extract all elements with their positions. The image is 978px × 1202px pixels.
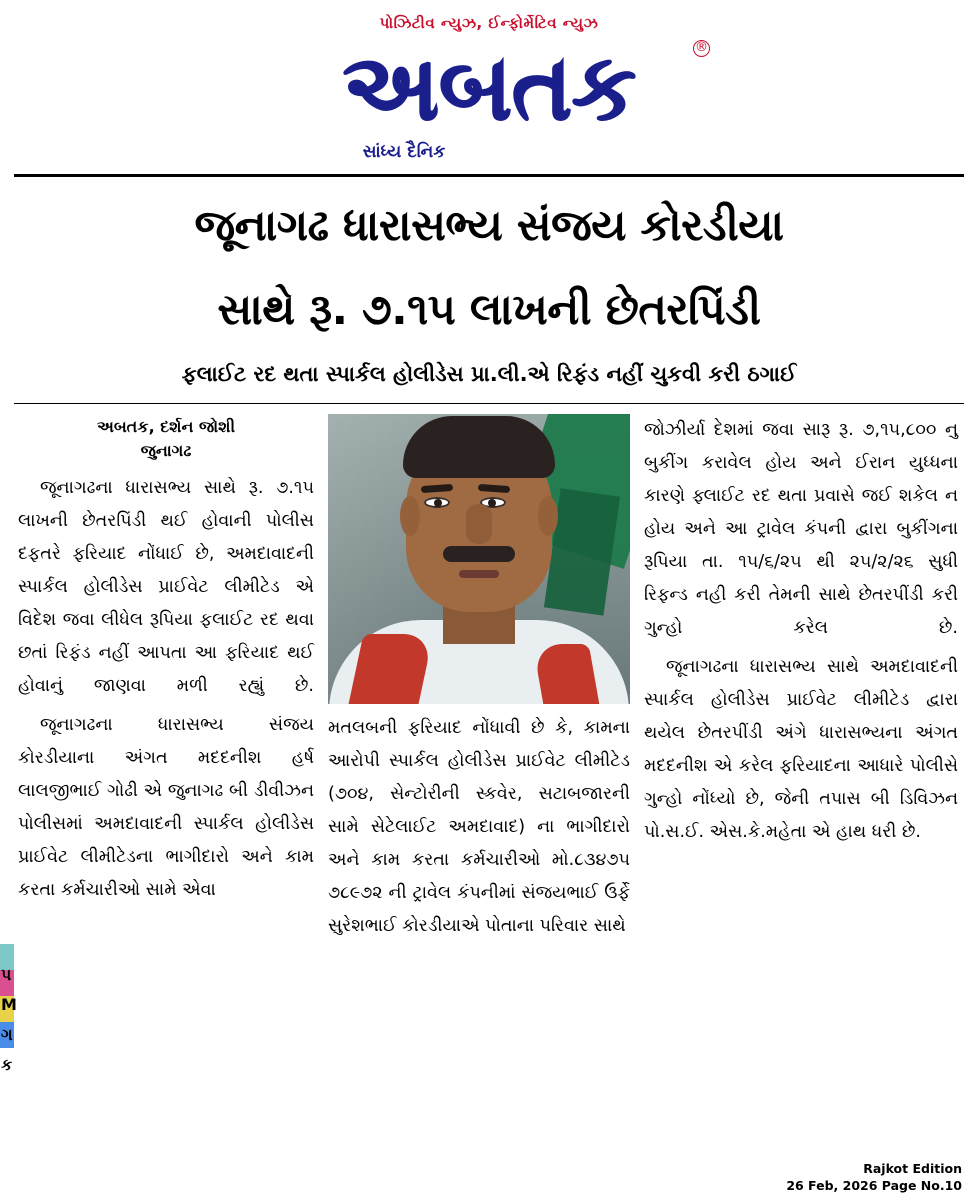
masthead-logo-row xyxy=(0,34,978,146)
article-body xyxy=(0,404,978,949)
photo-ear-right xyxy=(538,496,558,536)
photo-nose xyxy=(466,504,492,544)
article-subheadline: ફલાઈટ રદ થતા સ્પાર્કલ હોલીડેસ પ્રા.લી.એ રિફંડ નહીં ચુકવી કરી ઠગાઈ xyxy=(181,362,797,386)
page-footer xyxy=(786,1160,962,1194)
footer-date-page: 26 Feb, 2026 Page No.10 xyxy=(786,1178,962,1193)
photo-mustache xyxy=(443,546,515,562)
edge-mark-2: M xyxy=(1,995,17,1014)
paragraph-middle-1: મતલબની ફરિયાદ નોંધાવી છે કે, કામના આરોપી સ્પાર્કલ હોલીડેસ પ્રાઈવેટ લીમીટેડ (૭૦૪, સેન્ટોરીની સ્કવેર, સટાબજારની સામે સેટેલાઈટ અમદાવાદ) ના ભાગીદારો અને કામ કરતા કર્મચારીઓ મો.૮૩૪૭૫ ૭૮૯૭૨ ની ટ્રાવેલ કંપનીમાં સંજયભાઈ ઉર્ફે સુરેશભાઈ કોરડીયાએ પોતાના પરિવાર સાથે xyxy=(328,718,630,936)
byline-reporter: અબતક, દર્શન જોશી xyxy=(96,417,236,436)
paragraph-right-1: જોઝીર્યા દેશમાં જવા સારૂ રૂ. ૭,૧૫,૮૦૦ નુ બુકીંગ કરાવેલ હોય અને ઈરાન યુધ્ધના કારણે ફ્લાઈટ રદ થતા પ્રવાસે જઈ શકેલ ન હોય અને આ ટ્રાવેલ કંપની દ્વારા બુકીંગના રૂપિયા તા. ૧૫/૬/૨૫ થી ૨૫/૨/૨૬ સુધી રિફન્ડ નહી કરી તેમની સાથે છેતરપીંડી કરી ગુન્હો કરેલ છે. xyxy=(644,420,958,638)
byline-location: જુનાગઢ xyxy=(140,441,192,460)
newspaper-logo: અબતક xyxy=(342,34,636,141)
column-middle xyxy=(328,414,630,949)
photo-hair xyxy=(403,416,555,478)
paragraph-left-1: જૂનાગઢના ધારાસભ્ય સાથે રૂ. ૭.૧૫ લાખની છેતરપિંડી થઈ હોવાની પોલીસ દફતરે ફરિયાદ નોંધાઈ છે, અમદાવાદની સ્પાર્કલ હોલીડેસ પ્રાઈવેટ લીમીટેડ એ વિદેશ જવા લીધેલ રૂપિયા ફલાઈટ રદ થવા છતાં રિફંડ નહીં આપતા આ ફરિયાદ થઈ હોવાનું જાણવા મળી રહ્યું છે. xyxy=(18,478,314,696)
masthead-divider xyxy=(14,174,964,177)
edge-mark-4: ક xyxy=(1,1055,13,1074)
masthead-tagline-top: પોઝિટીવ ન્યુઝ, ઈન્ફોર્મેટિવ ન્યુઝ xyxy=(379,14,599,32)
footer-edition: Rajkot Edition xyxy=(863,1161,962,1176)
page-edge-registration-marks xyxy=(1,960,17,1080)
edge-mark-3: ગ xyxy=(1,1025,13,1044)
photo-scarf-left xyxy=(349,634,434,704)
column-right xyxy=(644,414,958,949)
paragraph-right-2: જૂનાગઢના ધારાસભ્ય સાથે અમદાવાદની સ્પાર્કલ હોલીડેસ પ્રાઈવેટ લીમીટેડ દ્વારા થયેલ છેતરપીંડી અંગે ધારાસભ્યના અંગત મદદનીશ એ કરેલ ફરિયાદના આધારે પોલીસે ગુન્હો નોંધ્યો છે, જેની તપાસ બી ડિવિઝન પો.સ.ઈ. એસ.કે.મહેતા એ હાથ ધરી છે. xyxy=(644,657,958,842)
photo-scarf-right xyxy=(533,644,600,704)
photo-pupil-right xyxy=(488,499,496,507)
headline-line-1: જૂનાગઢ ધારાસભ્ય સંજય કોરડીયા xyxy=(194,201,784,251)
edge-mark-1: પ xyxy=(1,965,12,984)
registered-trademark-icon: ® xyxy=(695,40,708,55)
headline-line-2: સાથે રૂ. ૭.૧૫ લાખની છેતરપિંડી xyxy=(217,285,761,335)
column-left xyxy=(18,414,314,949)
photo-mouth xyxy=(459,570,499,578)
article-photo xyxy=(328,414,630,704)
masthead xyxy=(0,0,978,177)
masthead-tagline-bottom: સાંધ્ય દૈનિક xyxy=(362,142,446,162)
photo-ear-left xyxy=(400,496,420,536)
paragraph-left-2: જૂનાગઢના ધારાસભ્ય સંજય કોરડીયાના અંગત મદદનીશ હર્ષ લાલજીભાઈ ગોઢી એ જુનાગઢ બી ડીવીઝન પોલીસમાં અમદાવાદની સ્પાર્કલ હોલીડેસ પ્રાઈવેટ લીમીટેડના ભાગીદારો અને કામ કરતા કર્મચારીઓ સામે એવા xyxy=(18,715,314,900)
photo-pupil-left xyxy=(434,499,442,507)
